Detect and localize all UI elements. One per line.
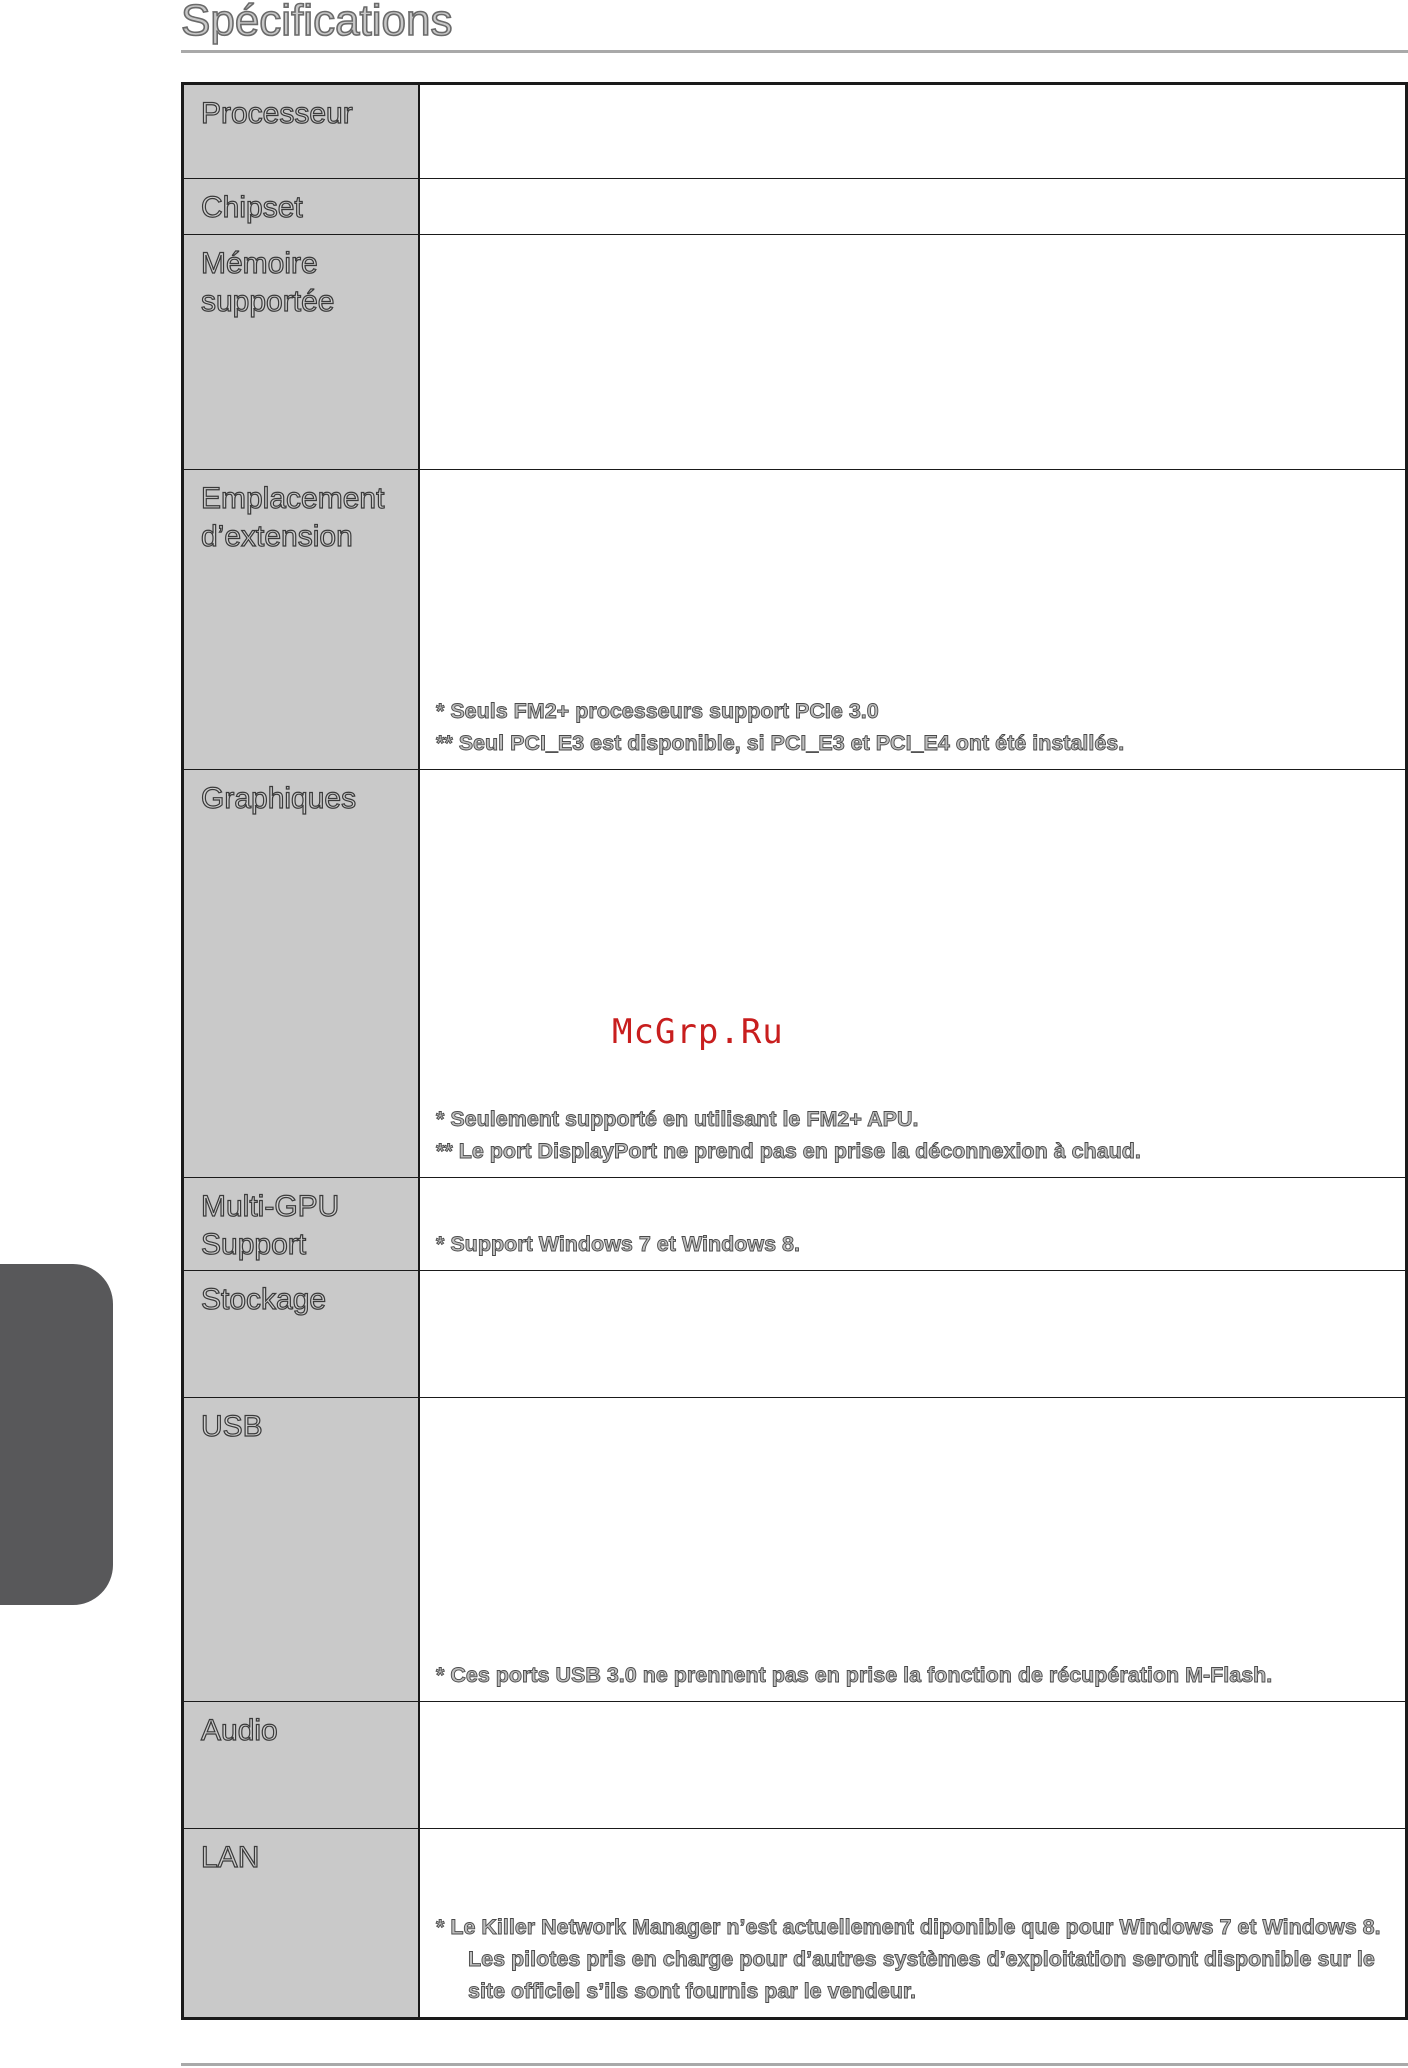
- notes-multi-gpu: [436, 1228, 1391, 1260]
- note-fm2-apu: * Seulement supporté en utilisant le FM2+ APU.: [436, 1107, 919, 1131]
- spec-content-usb: [420, 1398, 1405, 1701]
- spec-row-lan: [184, 1828, 1405, 2017]
- spec-row-chipset: [184, 178, 1405, 234]
- notes-lan: [436, 1911, 1391, 2007]
- spec-row-audio: [184, 1701, 1405, 1828]
- spec-content-lan: [420, 1829, 1405, 2017]
- spec-label-emplacement: Emplacement d’extension: [184, 470, 420, 769]
- spec-content-graphiques: [420, 770, 1405, 1177]
- spec-label-audio: Audio: [184, 1702, 420, 1828]
- footer-rule: [181, 2063, 1408, 2066]
- spec-row-memoire: [184, 234, 1405, 469]
- spec-label-lan: LAN: [184, 1829, 420, 2017]
- spec-row-processeur: [184, 85, 1405, 178]
- note-displayport: ** Le port DisplayPort ne prend pas en prise la déconnexion à chaud.: [436, 1139, 1141, 1163]
- spec-label-graphiques: Graphiques: [184, 770, 420, 1177]
- spec-table: [181, 82, 1408, 2020]
- title-rule: [181, 50, 1408, 53]
- spec-row-emplacement: [184, 469, 1405, 769]
- note-usb3-mflash: * Ces ports USB 3.0 ne prennent pas en prise la fonction de récupération M-Flash.: [436, 1663, 1273, 1687]
- spec-content-multi-gpu: [420, 1178, 1405, 1270]
- spec-row-usb: [184, 1397, 1405, 1701]
- spec-content-audio: [420, 1702, 1405, 1828]
- page-title: Spécifications: [181, 0, 453, 45]
- spec-label-multi-gpu: Multi-GPU Support: [184, 1178, 420, 1270]
- notes-graphiques: [436, 1103, 1391, 1167]
- note-windows-support: * Support Windows 7 et Windows 8.: [436, 1232, 800, 1256]
- spec-content-emplacement: [420, 470, 1405, 769]
- notes-usb: [436, 1659, 1391, 1691]
- spec-content-memoire: [420, 235, 1405, 469]
- note-pcie3: * Seuls FM2+ processeurs support PCIe 3.0: [436, 699, 879, 723]
- spec-row-graphiques: [184, 769, 1405, 1177]
- note-pci-e3: ** Seul PCI_E3 est disponible, si PCI_E3 et PCI_E4 ont été installés.: [436, 731, 1125, 755]
- spec-label-chipset: Chipset: [184, 179, 420, 234]
- note-killer-network: * Le Killer Network Manager n’est actuellement diponible que pour Windows 7 et Windows 8. Les pilotes pris en charge pour d’autres systèmes d’exploitation seront disponible sur le site officiel s’ils sont fournis par le vendeur.: [436, 1915, 1381, 2003]
- watermark-text: McGrp.Ru: [612, 1012, 784, 1052]
- spec-content-processeur: [420, 85, 1405, 178]
- notes-emplacement: [436, 695, 1391, 759]
- spec-label-memoire: Mémoire supportée: [184, 235, 420, 469]
- spec-row-stockage: [184, 1270, 1405, 1397]
- chapter-side-tab: [0, 1264, 113, 1605]
- spec-content-stockage: [420, 1271, 1405, 1397]
- spec-row-multi-gpu: [184, 1177, 1405, 1270]
- spec-label-processeur: Processeur: [184, 85, 420, 178]
- spec-content-chipset: [420, 179, 1405, 234]
- spec-label-usb: USB: [184, 1398, 420, 1701]
- spec-label-stockage: Stockage: [184, 1271, 420, 1397]
